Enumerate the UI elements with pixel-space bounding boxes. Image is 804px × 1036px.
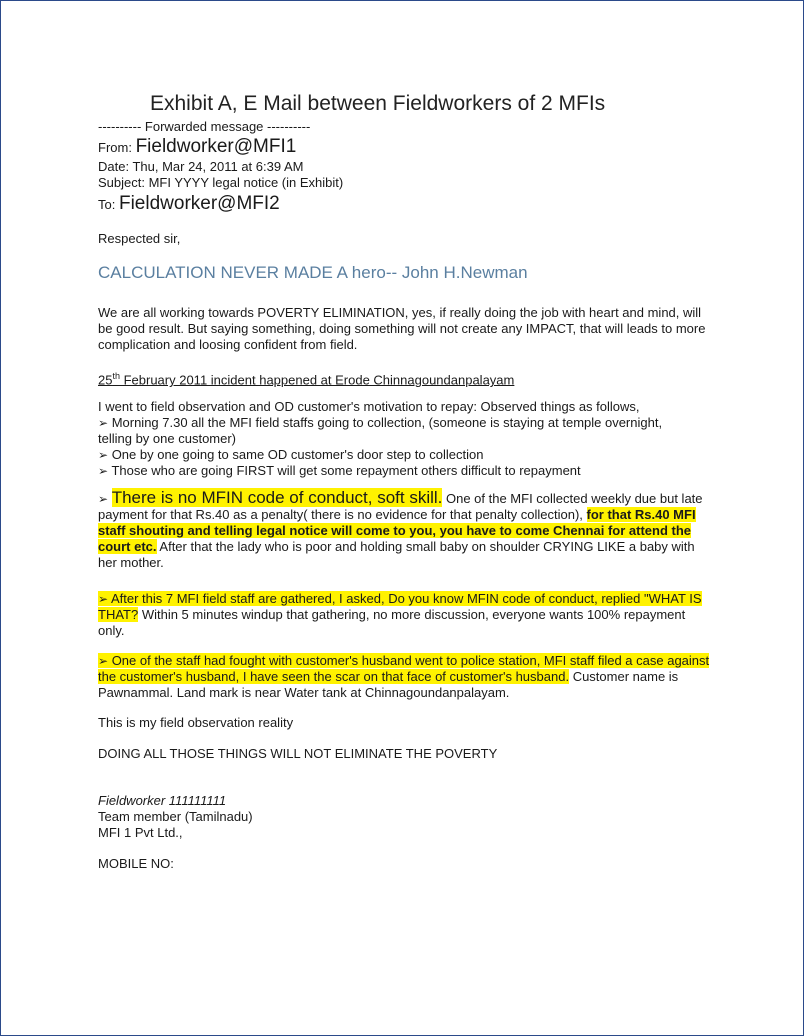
from-label: From: [98, 140, 136, 155]
signature-role: Team member (Tamilnadu) [98, 809, 253, 824]
closing-caps: DOING ALL THOSE THINGS WILL NOT ELIMINATE THE POVERTY [98, 746, 498, 761]
signature-org: MFI 1 Pvt Ltd., [98, 825, 183, 840]
paragraph-conduct [98, 490, 710, 571]
bullet-item [98, 415, 710, 431]
highlight-conduct: There is no MFIN code of conduct, soft skill. [111, 488, 443, 507]
highlight-legal-notice: for that Rs.40 MFI staff shouting and telling legal notice will come to you, you have to come Chennai for attend the court etc. [98, 507, 696, 554]
arrow-bullet-icon: ➢ [98, 654, 109, 668]
arrow-bullet-icon: ➢ [98, 592, 109, 606]
arrow-bullet-icon: ➢ [98, 464, 109, 478]
arrow-bullet-icon: ➢ [98, 416, 109, 430]
incident-rest: February 2011 incident happened at Erode Chinnagoundanpalayam [119, 372, 515, 388]
observation-block [98, 399, 710, 479]
forwarded-header: ---------- Forwarded message ---------- [98, 119, 311, 134]
to-line [98, 193, 280, 215]
paragraph-police [98, 653, 710, 701]
bullet-text: Those who are going FIRST will get some repayment others difficult to repayment [111, 463, 581, 478]
conduct-text-2: After that the lady who is poor and holding small baby on shoulder CRYING LIKE a baby with her mother. [98, 539, 695, 570]
date-line: Date: Thu, Mar 24, 2011 at 6:39 AM [98, 159, 304, 174]
paragraph-gathering [98, 591, 710, 639]
arrow-bullet-icon: ➢ [98, 492, 109, 506]
to-value: Fieldworker@MFI2 [118, 193, 280, 214]
reality-line: This is my field observation reality [98, 715, 294, 730]
incident-sup: th [112, 371, 120, 381]
arrow-bullet-icon: ➢ [98, 448, 109, 462]
from-line [98, 136, 296, 158]
police-highlight-text: One of the staff had fought with customer's husband went to police station, MFI staff filed a case against the customer's husband, I have seen the scar on that face of customer's husband. [98, 653, 710, 684]
greeting: Respected sir, [98, 231, 181, 246]
from-value: Fieldworker@MFI1 [135, 136, 297, 157]
signature-name: Fieldworker 111111111 [98, 793, 227, 808]
subject-line: Subject: MFI YYYY legal notice (in Exhibit) [98, 175, 344, 190]
gathering-highlight-text: After this 7 MFI field staff are gathered, I asked, Do you know MFIN code of conduct, replied "WHAT IS THAT? [98, 591, 702, 622]
observation-intro: I went to field observation and OD customer's motivation to repay: Observed things as follows, [98, 399, 640, 414]
quote-line: CALCULATION NEVER MADE A hero-- John H.Newman [98, 263, 528, 282]
incident-heading [98, 368, 514, 388]
paragraph-intro: We are all working towards POVERTY ELIMINATION, yes, if really doing the job with heart and mind, will be good result. But saying something, doing something will not create any IMPACT, that will leads to more complication and loosing confident from field. [98, 305, 706, 352]
gathering-text: Within 5 minutes windup that gathering, no more discussion, everyone wants 100% repayment only. [98, 607, 686, 638]
document-title: Exhibit A, E Mail between Fieldworkers of 2 MFIs [150, 92, 606, 115]
conduct-text-1: One of the MFI collected weekly due but late payment for that Rs.40 as a penalty( there is no evidence for that penalty collection), [98, 491, 703, 522]
police-text: Customer name is Pawnammal. Land mark is near Water tank at Chinnagoundanpalayam. [98, 669, 679, 700]
bullet-text: One by one going to same OD customer's door step to collection [111, 447, 484, 462]
bullet-item [98, 463, 710, 479]
bullet-item [98, 447, 710, 463]
mobile-label: MOBILE NO: [98, 856, 174, 871]
incident-day: 25 [98, 372, 113, 388]
bullet-continuation: telling by one customer) [98, 431, 237, 446]
bullet-text: Morning 7.30 all the MFI field staffs going to collection, (someone is staying at temple overnight, [111, 415, 663, 430]
to-label: To: [98, 197, 119, 212]
